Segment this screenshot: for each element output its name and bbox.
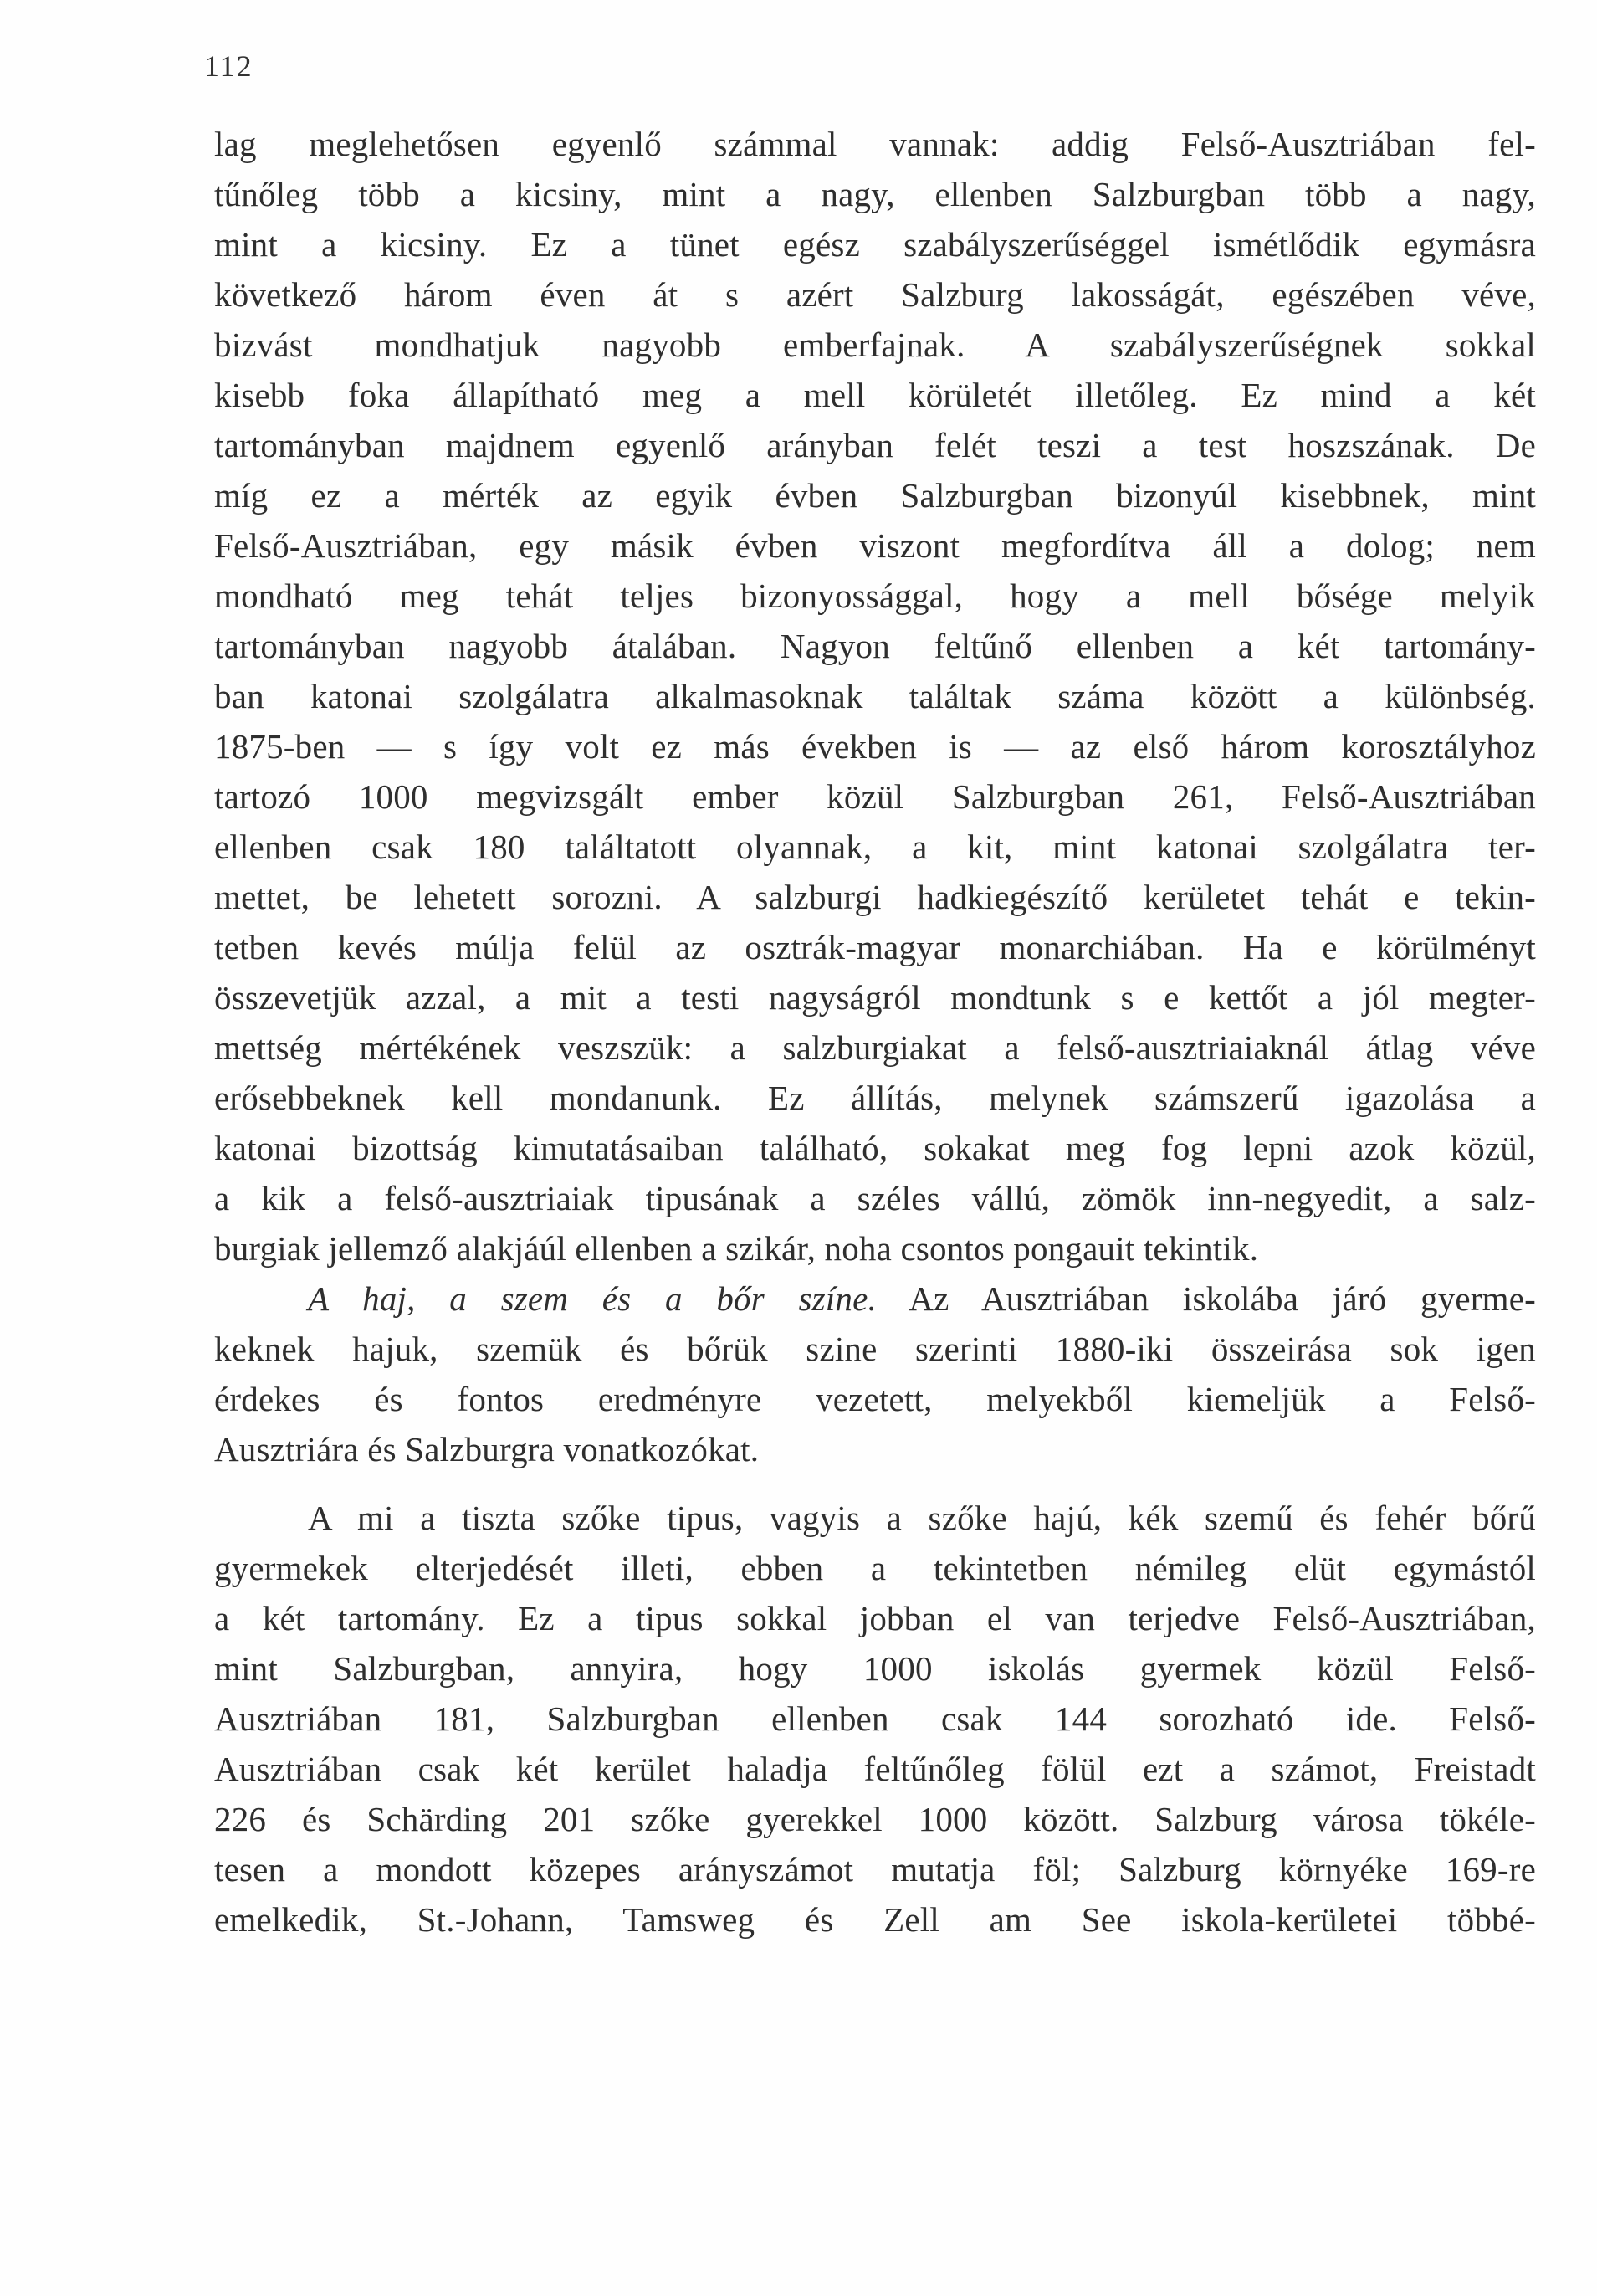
- page-number: 112: [204, 49, 253, 83]
- text-line: tesen a mondott közepes arányszámot mutatja föl; Salzburg környéke 169-re: [214, 1850, 1536, 1889]
- text-line: 1875-ben — s így volt ez más években is — az első három korosztályhoz: [214, 727, 1536, 766]
- text-line: mettség mértékének veszszük: a salzburgiakat a felső-ausztriaiaknál átlag véve: [214, 1028, 1536, 1067]
- text-line: érdekes és fontos eredményre vezetett, melyekből kiemeljük a Felső-: [214, 1380, 1536, 1418]
- section-first-line: [214, 1274, 1536, 1324]
- text-line: A mi a tiszta szőke tipus, vagyis a szőke hajú, kék szemű és fehér bőrű: [308, 1499, 1536, 1537]
- text-line: Ausztriára és Salzburgra vonatkozókat.: [214, 1430, 760, 1468]
- text-line: burgiak jellemző alakjáúl ellenben a szikár, noha csontos pongauit tekintik.: [214, 1229, 1259, 1268]
- text-line: ellenben csak 180 találtatott olyannak, a kit, mint katonai szolgálatra ter-: [214, 828, 1536, 866]
- text-line: tartományban nagyobb átalában. Nagyon feltűnő ellenben a két tartomány-: [214, 627, 1536, 665]
- text-line: erősebbeknek kell mondanunk. Ez állítás, melynek számszerű igazolása a: [214, 1079, 1536, 1117]
- text-line: tűnőleg több a kicsiny, mint a nagy, ellenben Salzburgban több a nagy,: [214, 175, 1536, 213]
- text-line: mettet, be lehetett sorozni. A salzburgi hadkiegészítő kerületet tehát e tekin-: [214, 878, 1536, 916]
- text-line: Felső-Ausztriában, egy másik évben viszont megfordítva áll a dolog; nem: [214, 526, 1536, 565]
- text-line: ban katonai szolgálatra alkalmasoknak találtak száma között a különbség.: [214, 677, 1536, 715]
- text-line: tartozó 1000 megvizsgált ember közül Salzburgban 261, Felső-Ausztriában: [214, 777, 1536, 816]
- text-line: tartományban majdnem egyenlő arányban felét teszi a test hoszszának. De: [214, 426, 1536, 464]
- text-line: tetben kevés múlja felül az osztrák-magyar monarchiában. Ha e körülményt: [214, 928, 1536, 966]
- text-line: kisebb foka állapítható meg a mell körületét illetőleg. Ez mind a két: [214, 376, 1536, 414]
- text-line: keknek hajuk, szemük és bőrük szine szerinti 1880-iki összeirása sok igen: [214, 1330, 1536, 1368]
- body-text: [214, 119, 1536, 1945]
- text-line: bizvást mondhatjuk nagyobb emberfajnak. A szabályszerűségnek sokkal: [214, 325, 1536, 364]
- text-line: a két tartomány. Ez a tipus sokkal jobban el van terjedve Felső-Ausztriában,: [214, 1599, 1536, 1637]
- text-line: összevetjük azzal, a mit a testi nagyságról mondtunk s e kettőt a jól megter-: [214, 978, 1536, 1017]
- text-line: következő három éven át s azért Salzburg lakosságát, egészében véve,: [214, 275, 1536, 314]
- text-line: mint Salzburgban, annyira, hogy 1000 iskolás gyermek közül Felső-: [214, 1649, 1536, 1688]
- paragraph-spacer: [214, 1474, 1536, 1493]
- text-line: lag meglehetősen egyenlő számmal vannak: addig Felső-Ausztriában fel-: [214, 125, 1536, 163]
- text-line: Ausztriában 181, Salzburgban ellenben csak 144 sorozható ide. Felső-: [214, 1699, 1536, 1738]
- text-line: emelkedik, St.-Johann, Tamsweg és Zell am See iskola-kerületei többé-: [214, 1900, 1536, 1939]
- text-line: 226 és Schärding 201 szőke gyerekkel 1000 között. Salzburg városa tökéle-: [214, 1800, 1536, 1838]
- text-line: mondható meg tehát teljes bizonyossággal, hogy a mell bősége melyik: [214, 577, 1536, 615]
- text-line: katonai bizottság kimutatásaiban található, sokakat meg fog lepni azok közül,: [214, 1129, 1536, 1167]
- section-heading: A haj, a szem és a bőr színe.: [308, 1279, 877, 1318]
- text-line: míg ez a mérték az egyik évben Salzburgban bizonyúl kisebbnek, mint: [214, 476, 1536, 515]
- text-line: Ausztriában csak két kerület haladja feltűnőleg fölül ezt a számot, Freistadt: [214, 1750, 1536, 1788]
- text-line: mint a kicsiny. Ez a tünet egész szabályszerűséggel ismétlődik egymásra: [214, 225, 1536, 264]
- text-line: a kik a felső-ausztriaiak tipusának a széles vállú, zömök inn-negyedit, a salz-: [214, 1179, 1536, 1217]
- text-line: gyermekek elterjedését illeti, ebben a tekintetben némileg elüt egymástól: [214, 1549, 1536, 1587]
- text-fragment: Az Ausztriában iskolába járó gyerme-: [909, 1279, 1536, 1318]
